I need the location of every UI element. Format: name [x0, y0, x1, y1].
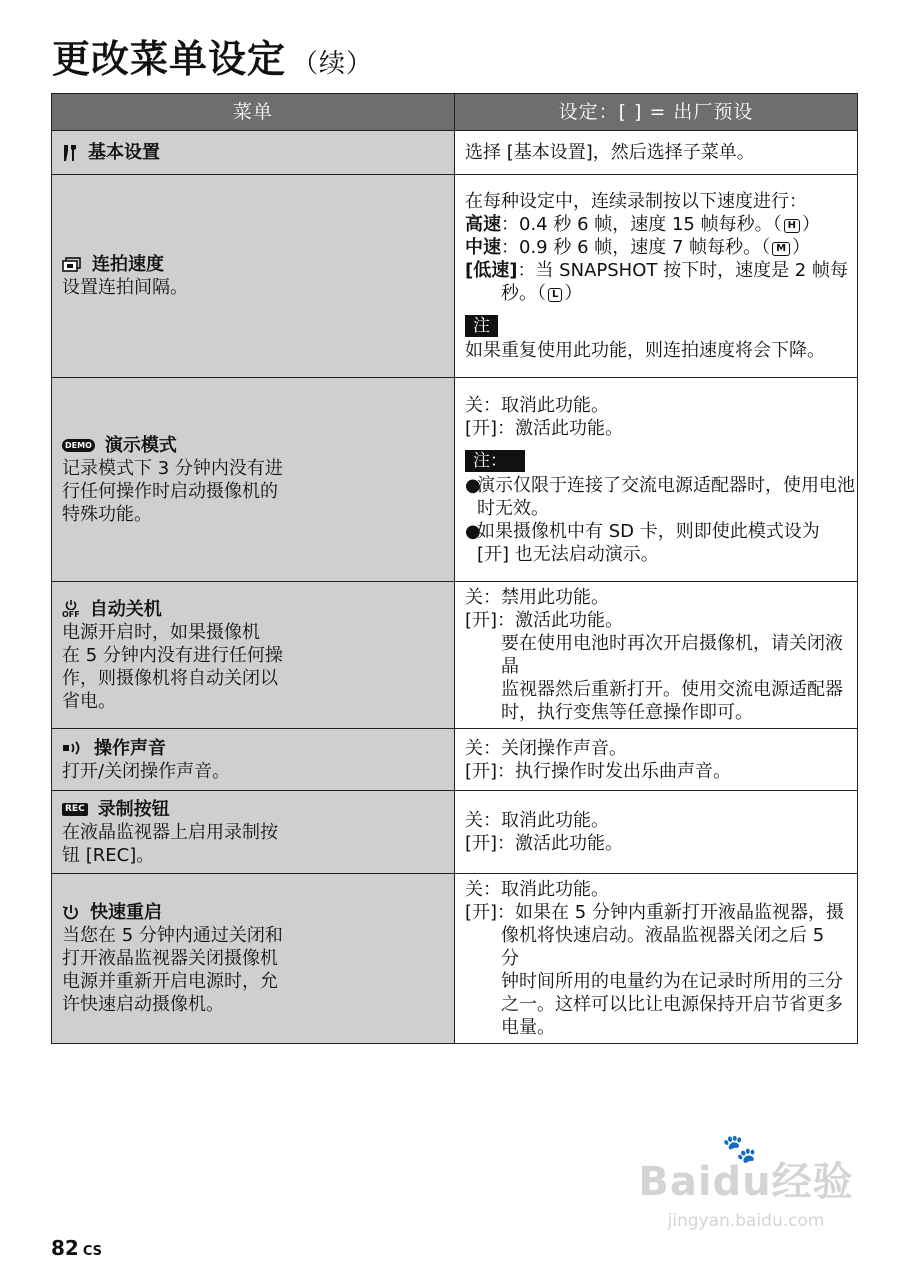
setting-cell — [455, 729, 858, 791]
item-name: 快速重启 — [90, 902, 162, 923]
speed-high: 高速：0.4 秒 6 帧，速度 15 帧每秒。（ H ） — [465, 214, 820, 235]
item-description: 许快速启动摄像机。 — [62, 994, 224, 1015]
item-heading — [62, 141, 444, 164]
table-row — [52, 874, 858, 1044]
note-bullet: ● 如果摄像机中有 SD 卡，则即使此模式设为 [开] 也无法启动演示。 — [465, 520, 820, 565]
setting-detail: 监视器然后重新打开。使用交流电源适配器 — [501, 679, 843, 700]
rec-icon: REC — [62, 803, 88, 816]
item-description: 钮 [REC]。 — [62, 844, 155, 866]
setting-line: 关：取消此功能。 — [465, 879, 609, 900]
menu-cell — [52, 378, 455, 582]
auto-off-icon: OFF — [62, 600, 80, 619]
high-speed-icon: H — [784, 219, 800, 233]
header-settings: 设定：[ ] = 出厂预设 — [455, 94, 858, 131]
setting-detail: 钟时间所用的电量约为在记录时所用的三分 — [501, 971, 843, 992]
speed-low: [低速]：当 SNAPSHOT 按下时，速度是 2 帧每 — [465, 260, 848, 281]
page-number: 82 CS — [51, 1236, 102, 1260]
setting-cell — [455, 175, 858, 378]
note-text: 如果重复使用此功能，则连拍速度将会下降。 — [465, 340, 825, 361]
item-description: 打开液晶监视器关闭摄像机 — [62, 948, 278, 969]
menu-cell — [52, 729, 455, 791]
item-description: 在 5 分钟内没有进行任何操 — [62, 644, 283, 666]
note-badge: 注 — [465, 315, 498, 337]
item-name: 自动关机 — [89, 598, 162, 620]
paw-icon: 🐾 — [722, 1132, 757, 1165]
setting-detail: 像机将快速启动。液晶监视器关闭之后 5 分 — [501, 925, 825, 969]
item-description: 在液晶监视器上启用录制按 — [62, 821, 278, 843]
item-description: 记录模式下 3 分钟内没有进 — [62, 457, 283, 479]
table-row — [52, 791, 858, 874]
item-description: 作，则摄像机将自动关闭以 — [62, 667, 278, 689]
item-heading — [62, 253, 444, 276]
watermark-brand: Baidu经验 — [638, 1159, 854, 1205]
setting-cell — [455, 582, 858, 729]
item-heading — [62, 737, 444, 760]
setting-line: 关：关闭操作声音。 — [465, 737, 627, 759]
setting-line: [开]：执行操作时发出乐曲声音。 — [465, 760, 732, 782]
menu-cell — [52, 175, 455, 378]
item-description: 行任何操作时启动摄像机的 — [62, 480, 278, 502]
table-row — [52, 378, 858, 582]
item-description: 电源并重新开启电源时，允 — [62, 971, 278, 992]
table-row — [52, 582, 858, 729]
item-description: 当您在 5 分钟内通过关闭和 — [62, 925, 283, 946]
setting-cell — [455, 874, 858, 1044]
setting-intro: 在每种设定中，连续录制按以下速度进行： — [465, 191, 807, 212]
setting-line: 关：禁用此功能。 — [465, 587, 609, 608]
quick-restart-icon — [62, 905, 80, 921]
setting-line: 关：取消此功能。 — [465, 394, 609, 416]
menu-cell — [52, 582, 455, 729]
wrench-icon — [62, 144, 78, 162]
baidu-watermark — [636, 1132, 856, 1250]
setting-line: 选择 [基本设置]，然后选择子菜单。 — [465, 142, 755, 163]
item-heading — [62, 901, 444, 924]
item-heading — [62, 798, 444, 821]
setting-line: 关：取消此功能。 — [465, 810, 609, 831]
item-description: 打开/关闭操作声音。 — [62, 760, 231, 782]
item-name: 基本设置 — [88, 142, 160, 163]
item-name: 连拍速度 — [92, 254, 164, 275]
setting-line: [开]：激活此功能。 — [465, 833, 624, 854]
item-name: 录制按钮 — [97, 798, 170, 820]
setting-detail: 电量。 — [501, 1017, 555, 1038]
sound-icon — [62, 741, 84, 755]
lang-code: CS — [82, 1244, 102, 1259]
title-suffix: （续） — [292, 49, 374, 79]
setting-detail: 要在使用电池时再次开启摄像机，请关闭液晶 — [501, 633, 843, 677]
setting-line: [开]：激活此功能。 — [465, 610, 624, 631]
menu-cell — [52, 131, 455, 175]
menu-settings-table — [51, 93, 858, 1044]
item-description: 设置连拍间隔。 — [62, 277, 188, 298]
speed-medium: 中速：0.9 秒 6 帧，速度 7 帧每秒。（ M ） — [465, 237, 811, 258]
speed-low-cont: 秒。（ L ） — [501, 283, 583, 304]
setting-cell — [455, 791, 858, 874]
setting-line: [开]：激活此功能。 — [465, 417, 624, 439]
note-badge: 注： — [465, 450, 525, 472]
table-header-row — [52, 94, 858, 131]
item-name: 演示模式 — [104, 434, 177, 456]
setting-cell — [455, 131, 858, 175]
table-row — [52, 131, 858, 175]
item-description: 特殊功能。 — [62, 503, 152, 525]
setting-detail: 之一。这样可以比让电源保持开启节省更多 — [501, 994, 843, 1015]
menu-cell — [52, 791, 455, 874]
setting-cell — [455, 378, 858, 582]
item-heading — [62, 598, 444, 621]
page-title: 更改菜单设定 （续） — [52, 37, 374, 81]
table-row — [52, 175, 858, 378]
medium-speed-icon: M — [772, 242, 790, 256]
burst-icon — [62, 257, 82, 273]
item-description: 省电。 — [62, 690, 116, 712]
setting-line: [开]：如果在 5 分钟内重新打开液晶监视器，摄 — [465, 902, 844, 923]
watermark-url: jingyan.baidu.com — [667, 1211, 825, 1231]
item-description: 电源开启时，如果摄像机 — [62, 621, 260, 643]
item-heading — [62, 434, 444, 457]
table-row — [52, 729, 858, 791]
note-bullet: ● 演示仅限于连接了交流电源适配器时，使用电池 时无效。 — [465, 474, 855, 519]
setting-detail: 时，执行变焦等任意操作即可。 — [501, 702, 753, 723]
item-name: 操作声音 — [94, 737, 166, 759]
menu-cell — [52, 874, 455, 1044]
demo-icon: DEMO — [62, 439, 95, 452]
low-speed-icon: L — [548, 288, 562, 302]
header-menu: 菜单 — [52, 94, 455, 131]
